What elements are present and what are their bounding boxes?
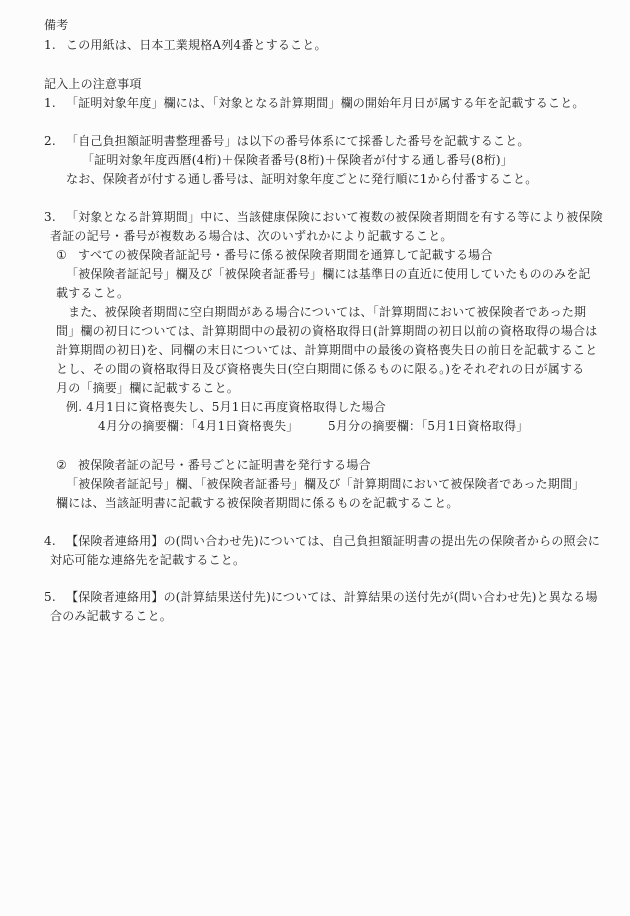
note-text: 【保険者連絡用】の(問い合わせ先)については、自己負担額証明書の提出先の保険者からの照会に: [66, 534, 601, 548]
notes-heading: 記入上の注意事項: [44, 77, 142, 91]
note-3-sub-1-para-2-line-1: また、被保険者期間に空白期間がある場合については、「計算期間において被保険者であった期: [68, 305, 587, 319]
example-line: [66, 400, 386, 414]
note-text: 【保険者連絡用】の(計算結果送付先)については、計算結果の送付先が(問い合わせ先)と異なる場: [66, 590, 598, 604]
note-2-number-format: 「証明対象年度西暦(4桁)＋保険者番号(8桁)＋保険者が付する通し番号(8桁)」: [82, 153, 513, 167]
remark-number: 1.: [44, 38, 56, 52]
note-3-sub-1-para-1: 「被保険者証記号」欄及び「被保険者証番号」欄には基準日の直近に使用していたもののみを記: [66, 267, 591, 281]
note-3-sub-2-title: [56, 458, 371, 472]
note-item-5: [44, 590, 598, 604]
note-3-sub-2-line-2: 欄には、当該証明書に記載する被保険者期間に係るものを記載すること。: [56, 496, 459, 510]
note-number: 5.: [44, 590, 56, 604]
note-3-sub-1-para-2-line-2: 間」欄の初日については、計算期間中の最初の資格取得日(計算期間の初日以前の資格取得の場合は: [56, 324, 598, 338]
note-number: 2.: [44, 134, 56, 148]
note-item-1: [44, 96, 585, 110]
note-3-sub-1-para-1-cont: 載すること。: [56, 286, 130, 300]
sub-title-text: すべての被保険者証記号・番号に係る被保険者期間を通算して記載する場合: [78, 248, 493, 262]
circled-two-marker: ②: [56, 458, 67, 472]
note-3-sub-2-line-1: 「被保険者証記号」欄、「被保険者証番号」欄及び「計算期間において被保険者であった期間」: [66, 477, 585, 491]
note-text: 「対象となる計算期間」中に、当該健康保険において複数の被保険者期間を有する等により被保険: [66, 210, 603, 224]
note-number: 1.: [44, 96, 56, 110]
note-item-4: [44, 534, 600, 548]
note-3-sub-1-title: [56, 248, 493, 262]
example-april: 4月分の摘要欄：「4月1日資格喪失」: [98, 419, 299, 433]
note-number: 3.: [44, 210, 56, 224]
note-3-sub-1-para-2-line-4: とし、その間の資格取得日及び資格喪失日(空白期間に係るものに限る。)をそれぞれの日が属する: [56, 362, 585, 376]
note-number: 4.: [44, 534, 56, 548]
note-2-numbering-rule: なお、保険者が付する通し番号は、証明対象年度ごとに発行順に1から付番すること。: [66, 172, 538, 186]
example-label: 例.: [66, 400, 83, 414]
sub-title-text: 被保険者証の記号・番号ごとに証明書を発行する場合: [78, 458, 371, 472]
example-may: 5月分の摘要欄：「5月1日資格取得」: [328, 419, 529, 433]
remark-text: この用紙は、日本工業規格A列4番とすること。: [66, 38, 327, 52]
note-4-continuation: 対応可能な連絡先を記載すること。: [50, 553, 246, 567]
remarks-heading: 備考: [44, 18, 69, 32]
note-3-sub-1-para-2-line-3: 計算期間の初日)を、同欄の末日については、計算期間中の最後の資格喪失日の前日を記載すること: [56, 343, 598, 357]
note-5-continuation: 合のみ記載すること。: [50, 609, 173, 623]
note-text: 「証明対象年度」欄には、「対象となる計算期間」欄の開始年月日が属する年を記載すること。: [66, 96, 585, 110]
note-3-sub-1-para-2-line-5: 月の「摘要」欄に記載すること。: [56, 381, 240, 395]
note-3-continuation: 者証の記号・番号が複数ある場合は、次のいずれかにより記載すること。: [50, 229, 453, 243]
remark-item-1: [44, 38, 327, 52]
note-item-3: [44, 210, 603, 224]
example-text: 4月1日に資格喪失し、5月1日に再度資格取得した場合: [86, 400, 386, 414]
circled-one-marker: ①: [56, 248, 67, 262]
note-item-2: [44, 134, 530, 148]
note-text: 「自己負担額証明書整理番号」は以下の番号体系にて採番した番号を記載すること。: [66, 134, 530, 148]
